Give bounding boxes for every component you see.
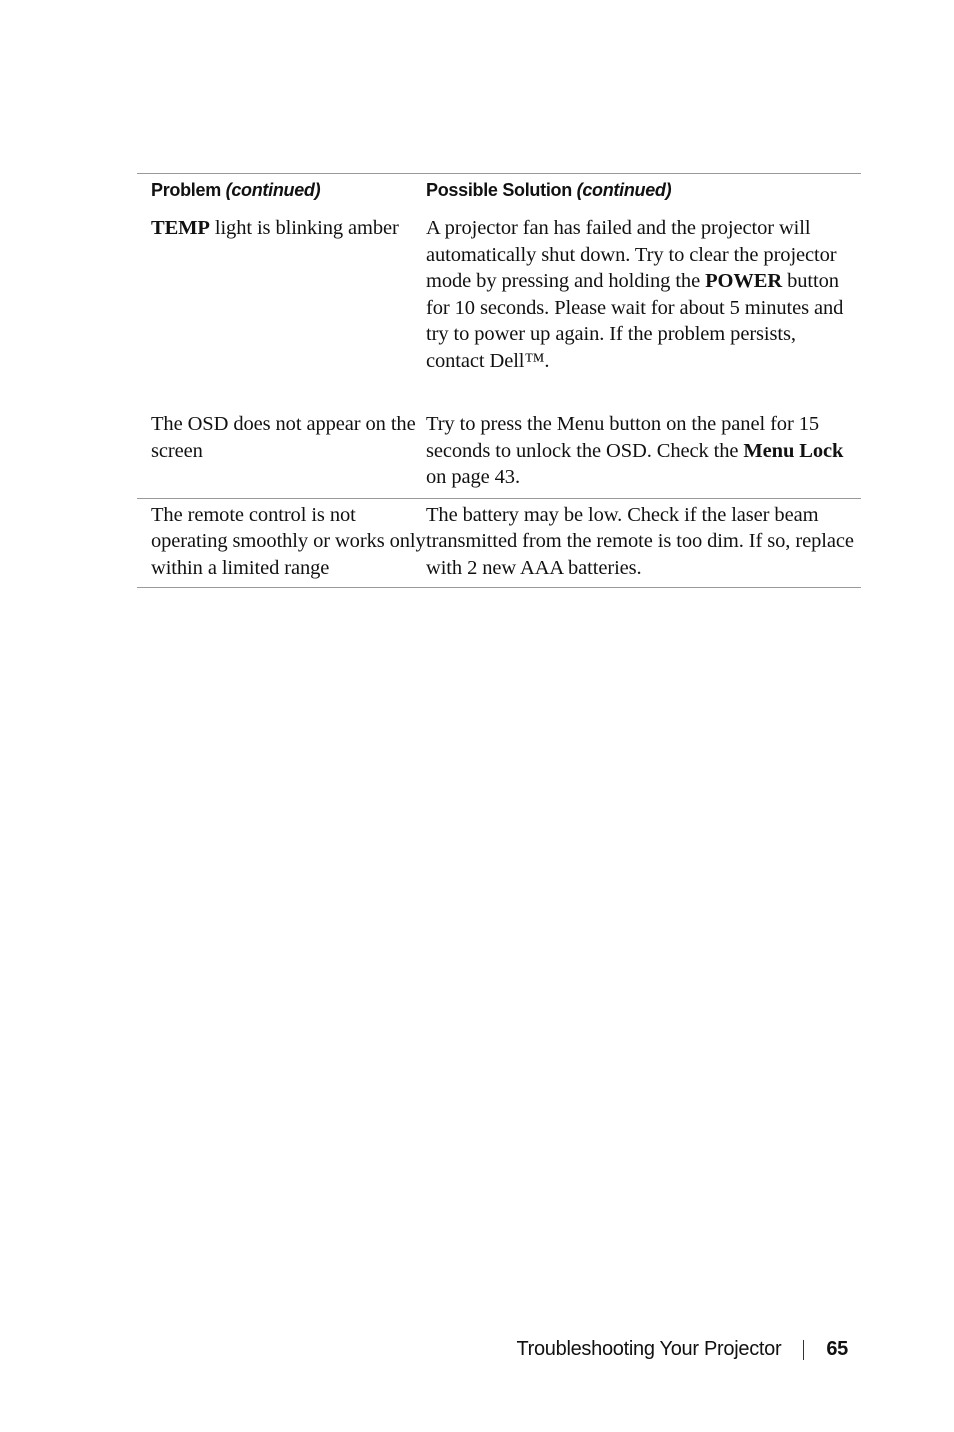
solution-cell: [426, 205, 861, 408]
page-footer: [516, 1338, 848, 1361]
problem-cell: [137, 499, 426, 587]
header-problem-suffix: (continued): [225, 180, 321, 200]
problem-cell: [137, 205, 426, 408]
solution-text: A projector fan has failed and the projector will automatically shut down. Try to clear the projector mode by pressing and holding the: [426, 217, 837, 293]
header-solution-suffix: (continued): [576, 180, 672, 200]
problem-keyword: TEMP: [151, 217, 210, 239]
table-row: [137, 499, 861, 588]
header-problem: [137, 174, 426, 205]
table-header-row: [137, 174, 861, 205]
solution-text: Try to press the Menu button on the panel for 15 seconds to unlock the OSD. Check the: [426, 413, 820, 462]
solution-keyword: Menu Lock: [743, 439, 844, 462]
problem-cell: [137, 408, 426, 498]
page-number: 65: [826, 1338, 848, 1360]
solution-text: The battery may be low. Check if the laser beam transmitted from the remote is too dim. If so, replace with 2 new AAA batteries.: [426, 503, 854, 579]
header-problem-label: Problem: [151, 180, 221, 200]
table-row: [137, 408, 861, 499]
solution-text-end: button for 10 seconds. Please wait for about 5 minutes and try to power up again. If the problem persists, contact Dell™.: [426, 270, 844, 372]
footer-divider: [803, 1340, 804, 1360]
problem-text: The OSD does not appear on the screen: [151, 413, 416, 462]
solution-text-end: on page 43.: [426, 466, 520, 489]
header-solution-label: Possible Solution: [426, 180, 572, 200]
solution-cell: [426, 499, 861, 587]
solution-keyword: POWER: [705, 270, 783, 293]
header-solution: [426, 174, 861, 205]
solution-cell: [426, 408, 861, 498]
section-title: Troubleshooting Your Projector: [516, 1338, 782, 1360]
problem-text: The remote control is not operating smoothly or works only within a limited range: [151, 503, 426, 579]
troubleshooting-table: [137, 173, 861, 588]
table-row: [137, 205, 861, 408]
problem-text: light is blinking amber: [209, 217, 399, 239]
